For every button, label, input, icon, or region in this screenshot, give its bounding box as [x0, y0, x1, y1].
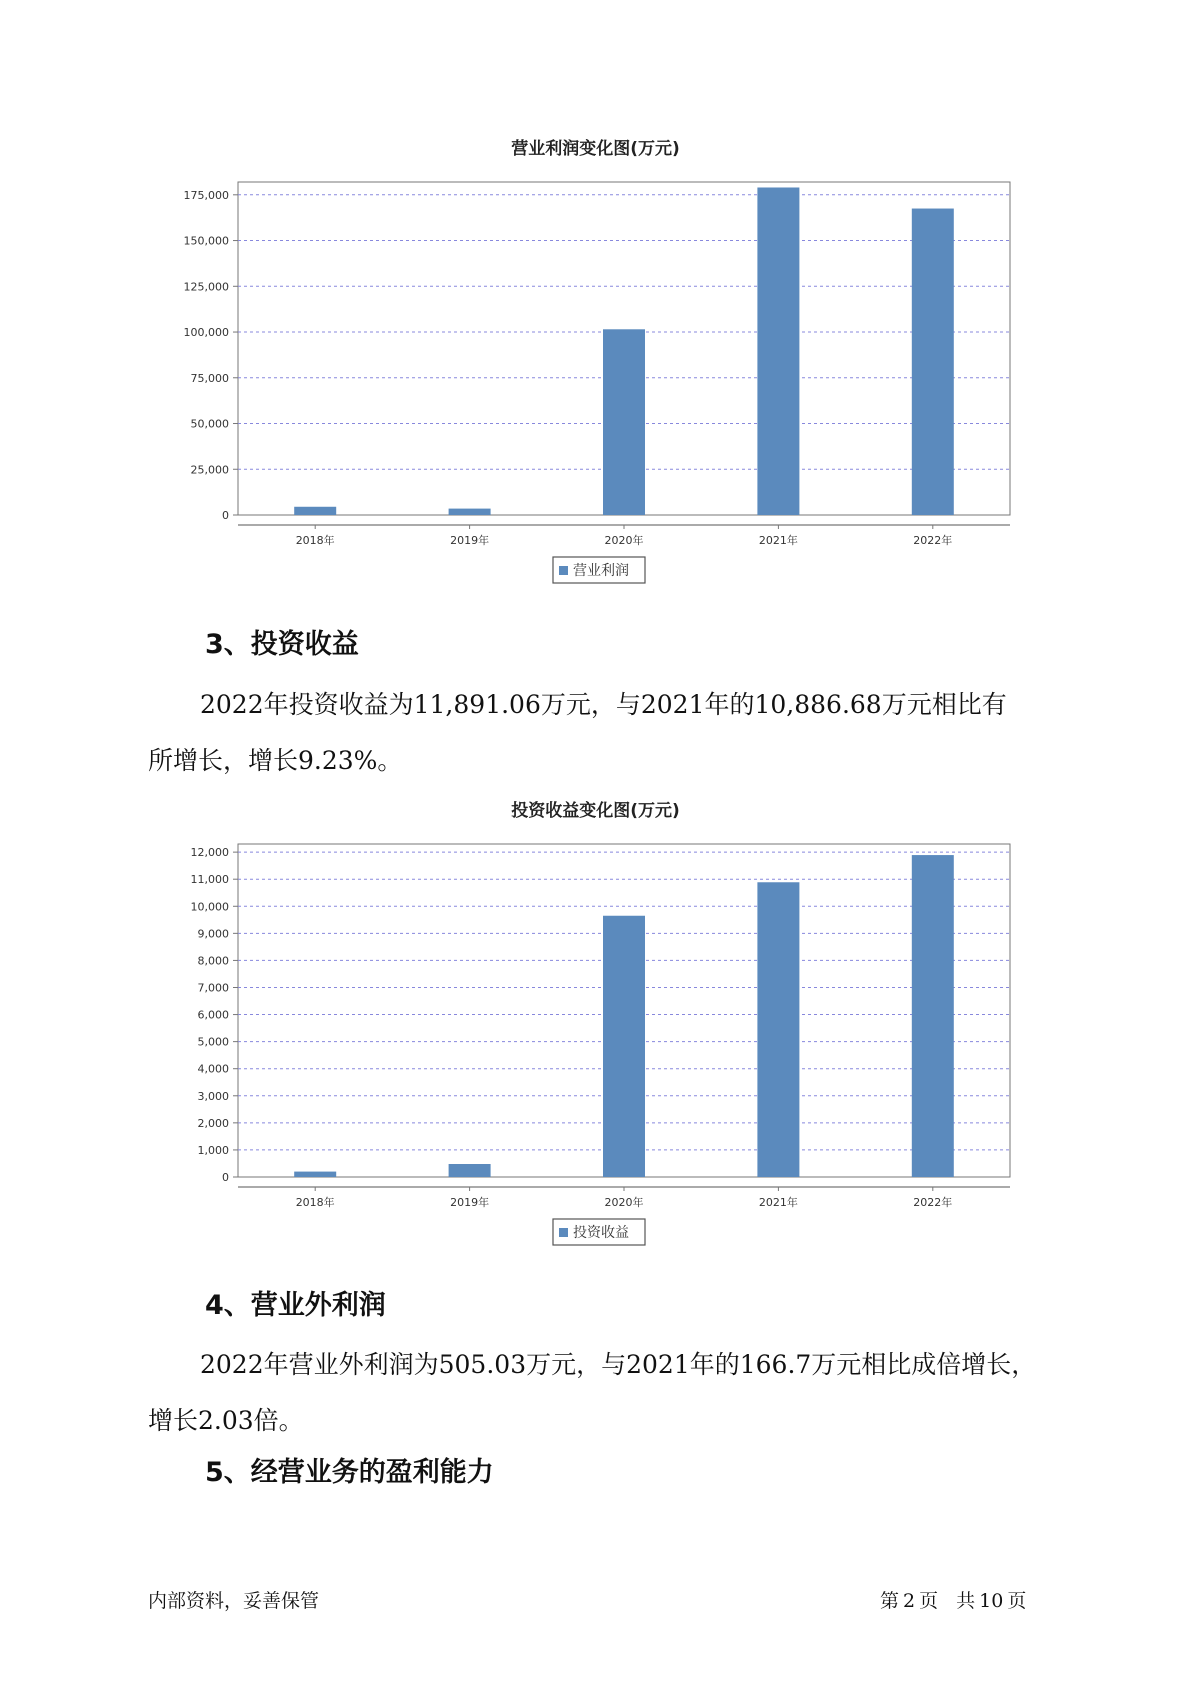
paragraph-line: 2022年投资收益为11,891.06万元，与2021年的10,886.68万元相比有: [200, 690, 1007, 719]
y-tick-label: 50,000: [190, 417, 229, 431]
chart-title-investment-income: 投资收益变化图(万元): [511, 801, 680, 821]
bar-2021年: [757, 882, 799, 1177]
x-tick-label: 2018年: [295, 1196, 335, 1209]
bar-2019年: [449, 1164, 491, 1177]
bar-2018年: [294, 1172, 336, 1177]
y-tick-label: 11,000: [190, 873, 229, 887]
legend-label: 营业利润: [573, 563, 629, 579]
y-tick-label: 2,000: [197, 1116, 229, 1130]
legend: [553, 1219, 645, 1245]
y-tick-label: 0: [222, 1171, 229, 1184]
y-tick-label: 100,000: [183, 326, 229, 340]
section-heading-non-operating-profit: 4、营业外利润: [205, 1290, 386, 1321]
chart-investment-income: [0, 832, 1191, 1257]
x-tick-label: 2022年: [913, 534, 953, 547]
bar-2020年: [603, 329, 645, 515]
bar-2022年: [912, 209, 954, 515]
legend-swatch: [559, 566, 568, 575]
footer-page-number: 第 2 页 共 10 页: [880, 1590, 1027, 1612]
x-tick-label: 2021年: [758, 534, 798, 547]
bar-2020年: [603, 916, 645, 1177]
bar-2019年: [449, 509, 491, 515]
y-tick-label: 5,000: [197, 1035, 229, 1049]
y-tick-label: 125,000: [183, 280, 229, 294]
chart-title-operating-profit: 营业利润变化图(万元): [511, 139, 680, 159]
y-tick-label: 25,000: [190, 463, 229, 477]
y-tick-label: 4,000: [197, 1062, 229, 1076]
x-tick-label: 2019年: [450, 534, 490, 547]
x-tick-label: 2018年: [295, 534, 335, 547]
footer-confidential-note: 内部资料，妥善保管: [148, 1590, 320, 1612]
y-tick-label: 7,000: [197, 981, 229, 995]
x-tick-label: 2022年: [913, 1196, 953, 1209]
paragraph-line: 所增长，增长9.23%。: [148, 746, 403, 775]
y-tick-label: 8,000: [197, 954, 229, 968]
x-tick-label: 2019年: [450, 1196, 490, 1209]
y-tick-label: 6,000: [197, 1008, 229, 1022]
paragraph-line: 2022年营业外利润为505.03万元，与2021年的166.7万元相比成倍增长，: [200, 1350, 1037, 1379]
x-tick-label: 2021年: [758, 1196, 798, 1209]
legend: [553, 557, 645, 583]
y-tick-label: 1,000: [197, 1143, 229, 1157]
x-tick-label: 2020年: [604, 1196, 644, 1209]
y-tick-label: 150,000: [183, 234, 229, 248]
bar-2021年: [757, 187, 799, 515]
y-tick-label: 75,000: [190, 371, 229, 385]
y-tick-label: 3,000: [197, 1089, 229, 1103]
bar-2018年: [294, 507, 336, 515]
paragraph-investment-income: [148, 677, 1078, 789]
paragraph-non-operating-profit: [148, 1337, 1078, 1449]
chart-operating-profit: [0, 170, 1191, 595]
legend-swatch: [559, 1228, 568, 1237]
y-tick-label: 10,000: [190, 900, 229, 914]
legend-label: 投资收益: [573, 1225, 629, 1241]
section-heading-profitability: 5、经营业务的盈利能力: [205, 1457, 494, 1488]
x-tick-label: 2020年: [604, 534, 644, 547]
y-tick-label: 0: [222, 509, 229, 522]
y-tick-label: 12,000: [190, 846, 229, 860]
section-heading-investment-income: 3、投资收益: [205, 629, 359, 660]
y-tick-label: 175,000: [183, 188, 229, 202]
paragraph-line: 增长2.03倍。: [148, 1406, 304, 1435]
y-tick-label: 9,000: [197, 927, 229, 941]
bar-2022年: [912, 855, 954, 1177]
